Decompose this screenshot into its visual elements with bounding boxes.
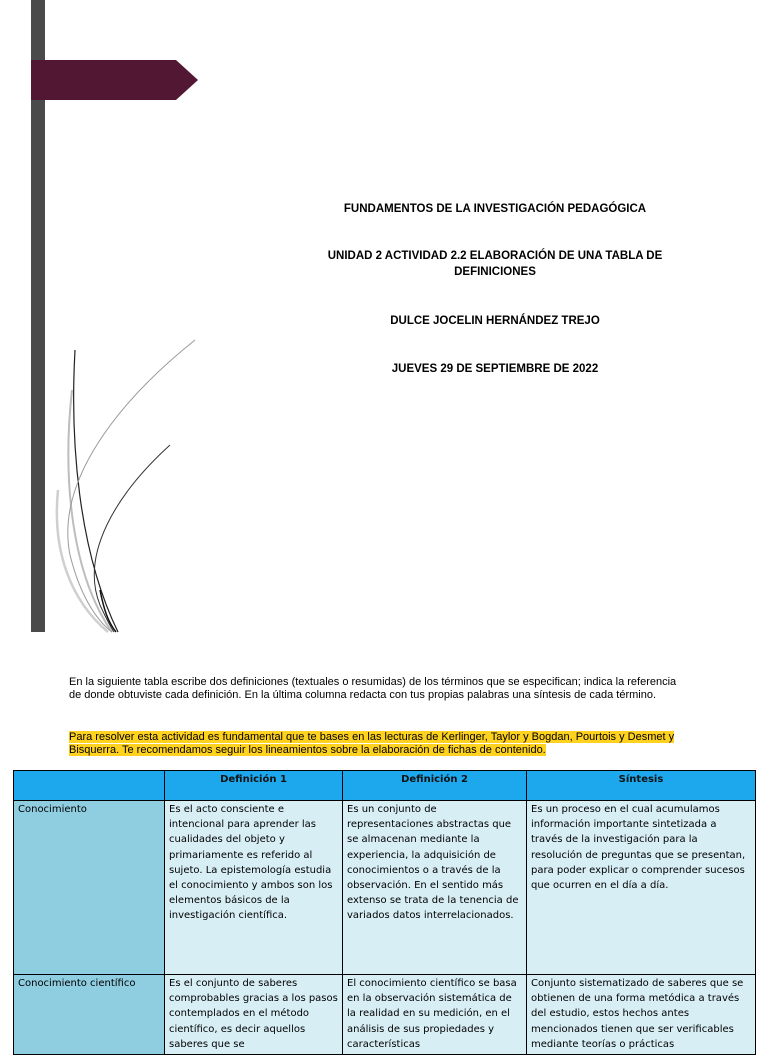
table-header-row bbox=[14, 771, 756, 801]
cover-swirl-lines bbox=[0, 330, 210, 635]
highlight-note: Para resolver esta actividad es fundamental que te bases en las lecturas de Kerlinger, Taylor y Bogdan, Pourtois y Desmet y Bisquerra. Te recomendamos seguir los lineamientos sobre la elaboración de fichas de contenido. bbox=[69, 731, 675, 756]
synthesis-cell: Es un proceso en el cual acumulamos información importante sintetizada a través de la investigación para la resolución de preguntas que se presentan, para poder explicar o comprender sucesos que ocurren en el día a día. bbox=[527, 801, 756, 975]
table-row bbox=[14, 975, 756, 1055]
cover-author: DULCE JOCELIN HERNÁNDEZ TREJO bbox=[390, 315, 600, 327]
definitions-table bbox=[13, 770, 756, 1055]
definition-2-cell: El conocimiento científico se basa en la observación sistemática de la realidad en su medición, en el análisis de sus propiedades y características bbox=[343, 975, 527, 1055]
definition-1-cell: Es el conjunto de saberes comprobables gracias a los pasos contemplados en el método científico, es decir aquellos saberes que se bbox=[165, 975, 343, 1055]
cover-subtitle: UNIDAD 2 ACTIVIDAD 2.2 ELABORACIÓN DE UNA TABLA DE DEFINICIONES bbox=[327, 250, 663, 278]
table-header-term bbox=[14, 771, 165, 801]
instructions-paragraph: En la siguiente tabla escribe dos definiciones (textuales o resumidas) de los términos que se especifican; indica la referencia de donde obtuviste cada definición. En la última columna redacta con tus propias palabras una síntesis de cada término. bbox=[69, 676, 677, 701]
table-row bbox=[14, 801, 756, 975]
definition-2-cell: Es un conjunto de representaciones abstractas que se almacenan mediante la experiencia, la adquisición de conocimientos o a través de la observación. En el sentido más extenso se trata de la tenencia de variados datos interrelacionados. bbox=[343, 801, 527, 975]
cover-ribbon-arrow bbox=[31, 60, 198, 100]
highlight-note-block bbox=[69, 731, 709, 757]
table-header-definicion-2: Definición 2 bbox=[343, 771, 527, 801]
table-header-definicion-1: Definición 1 bbox=[165, 771, 343, 801]
table-header-sintesis: Síntesis bbox=[527, 771, 756, 801]
synthesis-cell: Conjunto sistematizado de saberes que se obtienen de una forma metódica a través del estudio, estos hechos antes mencionados tienen que ser verificables mediante teorías o prácticas bbox=[527, 975, 756, 1055]
term-cell: Conocimiento científico bbox=[14, 975, 165, 1055]
term-cell: Conocimiento bbox=[14, 801, 165, 975]
cover-date: JUEVES 29 DE SEPTIEMBRE DE 2022 bbox=[391, 363, 599, 375]
cover-title: FUNDAMENTOS DE LA INVESTIGACIÓN PEDAGÓGICA bbox=[343, 203, 647, 215]
definition-1-cell: Es el acto consciente e intencional para aprender las cualidades del objeto y primariamente es referido al sujeto. La epistemología estudia el conocimiento y ambos son los elementos básicos de la investigación científica. bbox=[165, 801, 343, 975]
